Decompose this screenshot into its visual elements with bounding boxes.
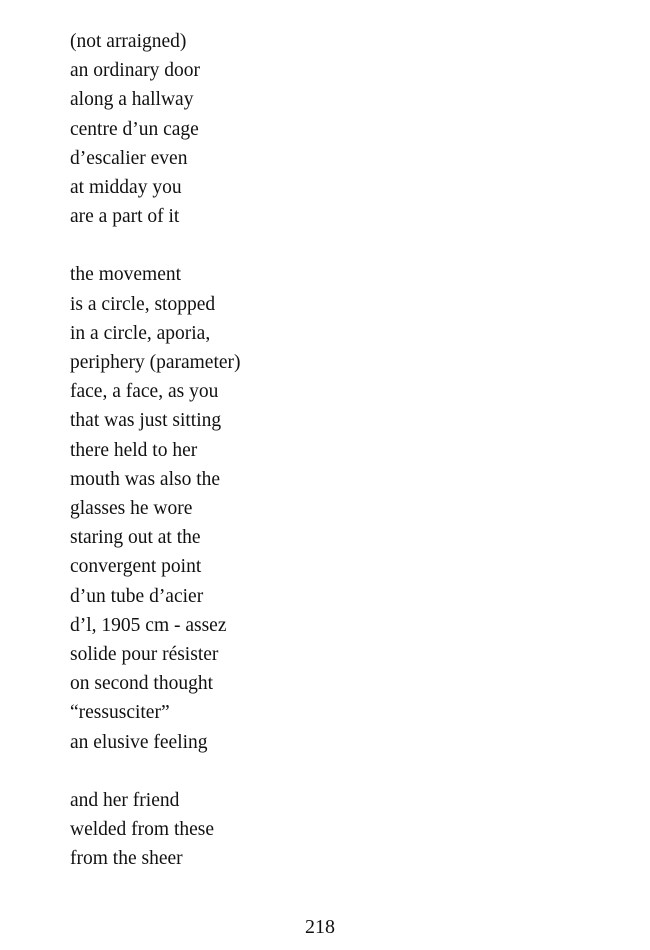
poem-line: d’escalier even <box>70 147 188 169</box>
poem-line: at midday you <box>70 177 182 199</box>
poem-line: there held to her <box>70 439 198 461</box>
poem-line: convergent point <box>70 556 202 578</box>
stanza-2 <box>70 260 590 756</box>
poem-line: periphery (parameter) <box>70 352 241 374</box>
poem-line: d’l, 1905 cm - assez <box>70 614 227 636</box>
poem-line: an elusive feeling <box>70 731 208 753</box>
poem-line: are a part of it <box>70 206 180 228</box>
poem-line: staring out at the <box>70 527 201 549</box>
poem-line: on second thought <box>70 673 213 695</box>
poem-line: solide pour résister <box>70 644 219 666</box>
poem-line: along a hallway <box>70 89 194 111</box>
poem-line: the movement <box>70 264 182 286</box>
stanza-3 <box>70 786 590 874</box>
poem-line: an ordinary door <box>70 60 200 82</box>
poem-line: in a circle, aporia, <box>70 322 211 344</box>
poem-line: face, a face, as you <box>70 381 219 403</box>
page-number: 218 <box>305 916 335 938</box>
poem-line: that was just sitting <box>70 410 222 432</box>
poem-line: “ressusciter” <box>70 702 170 724</box>
poem-body <box>70 27 590 902</box>
poem-line: is a circle, stopped <box>70 293 216 315</box>
poem-line: (not arraigned) <box>70 31 187 52</box>
poem-line: from the sheer <box>70 848 183 870</box>
stanza-1 <box>70 27 590 231</box>
poem-line: and her friend <box>70 789 180 811</box>
poem-line: centre d’un cage <box>70 118 199 140</box>
poem-line: glasses he wore <box>70 498 193 520</box>
poem-line: d’un tube d’acier <box>70 585 204 607</box>
poem-line: mouth was also the <box>70 468 221 490</box>
poem-line: welded from these <box>70 819 215 841</box>
